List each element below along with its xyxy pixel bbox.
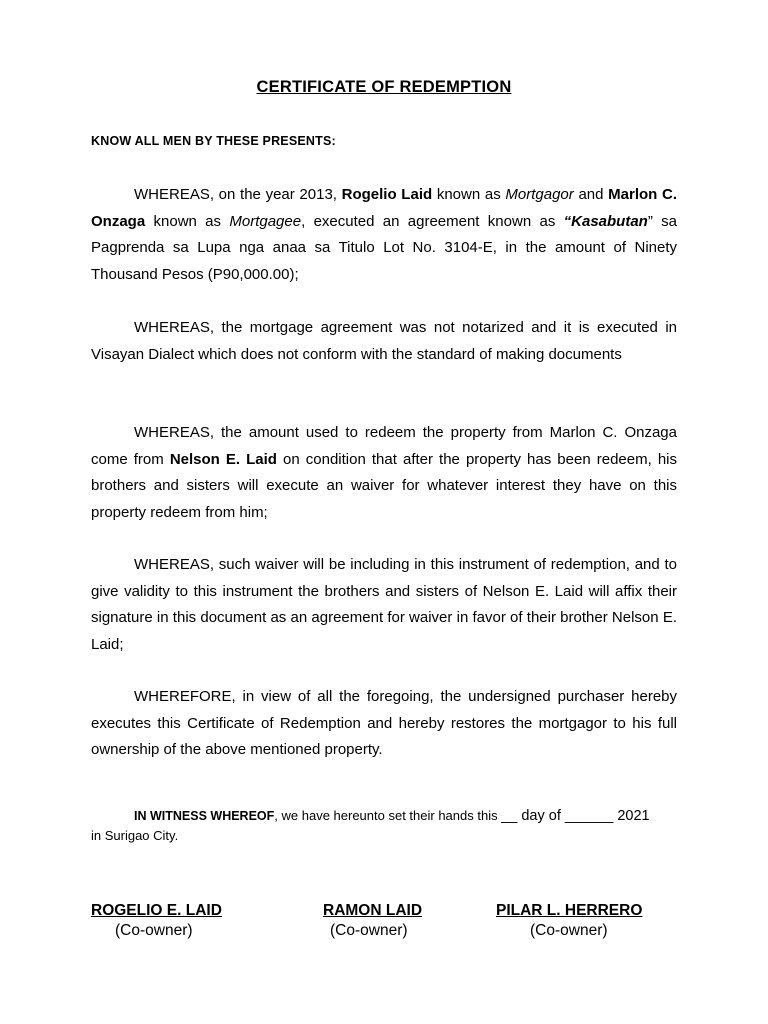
witness-lead: IN WITNESS WHEREOF bbox=[134, 809, 275, 823]
mortgagor-role: Mortgagor bbox=[505, 186, 574, 203]
day-blank: __ day of bbox=[501, 808, 561, 824]
signatory-role: (Co-owner) bbox=[115, 922, 193, 939]
signatory-name: RAMON LAID bbox=[323, 902, 423, 919]
whereas-paragraph-1 bbox=[91, 182, 677, 288]
text: WHEREAS, the amount used to redeem the property from Marlon C. Onzaga come from bbox=[91, 424, 677, 468]
signatory-block bbox=[496, 902, 642, 940]
year-blank: ______ 2021 bbox=[560, 808, 650, 824]
whereas-paragraph-3 bbox=[91, 420, 677, 526]
text: on condition that after the property has been redeem, his brothers and sisters will execute an waiver for whatever interest they have on this property redeem from him; bbox=[91, 450, 678, 521]
text: and bbox=[573, 186, 609, 203]
text: in Surigao City. bbox=[91, 828, 179, 843]
text: WHEREAS, on the year 2013, bbox=[134, 186, 342, 203]
signatory-block bbox=[91, 902, 222, 940]
mortgagee-role: Mortgagee bbox=[229, 212, 302, 230]
whereas-paragraph-4: WHEREAS, such waiver will be including in this instrument of redemption, and to give validity to this instrument the brothers and sisters of Nelson E. Laid will affix their signature in this document as an agreement for waiver in favor of their brother Nelson E. Laid; bbox=[91, 556, 677, 653]
preamble: KNOW ALL MEN BY THESE PRESENTS: bbox=[91, 134, 336, 148]
agreement-title: “Kasabutan bbox=[563, 212, 648, 230]
whereas-paragraph-2: WHEREAS, the mortgage agreement was not notarized and it is executed in Visayan Dialect which does not conform with the standard of making documents bbox=[91, 319, 677, 363]
mortgagee-name: Marlon C. Onzaga bbox=[91, 186, 677, 230]
signatory-role: (Co-owner) bbox=[530, 922, 608, 939]
signatory-role: (Co-owner) bbox=[330, 922, 408, 939]
signatory-name: ROGELIO E. LAID bbox=[91, 902, 222, 919]
text: , executed an agreement known as bbox=[301, 212, 564, 230]
signatory-name: PILAR L. HERRERO bbox=[496, 902, 643, 919]
signatory-block bbox=[323, 902, 422, 940]
purchaser-name: Nelson E. Laid bbox=[169, 450, 277, 468]
witness-clause bbox=[91, 806, 651, 845]
mortgagor-name: Rogelio Laid bbox=[341, 186, 433, 203]
text: ” sa Pagprenda sa Lupa nga anaa sa Titulo Lot No. 3104-E, in the amount of Ninety Thousand Pesos (P90,000.00); bbox=[91, 212, 677, 283]
text: known as bbox=[432, 186, 506, 203]
text: , we have hereunto set their hands this bbox=[274, 808, 502, 823]
wherefore-paragraph: WHEREFORE, in view of all the foregoing, the undersigned purchaser hereby executes this Certificate of Redemption and hereby restores the mortgagor to his full ownership of the above mentioned property. bbox=[91, 688, 677, 758]
text: known as bbox=[145, 212, 230, 230]
document-title: CERTIFICATE OF REDEMPTION bbox=[256, 78, 512, 96]
